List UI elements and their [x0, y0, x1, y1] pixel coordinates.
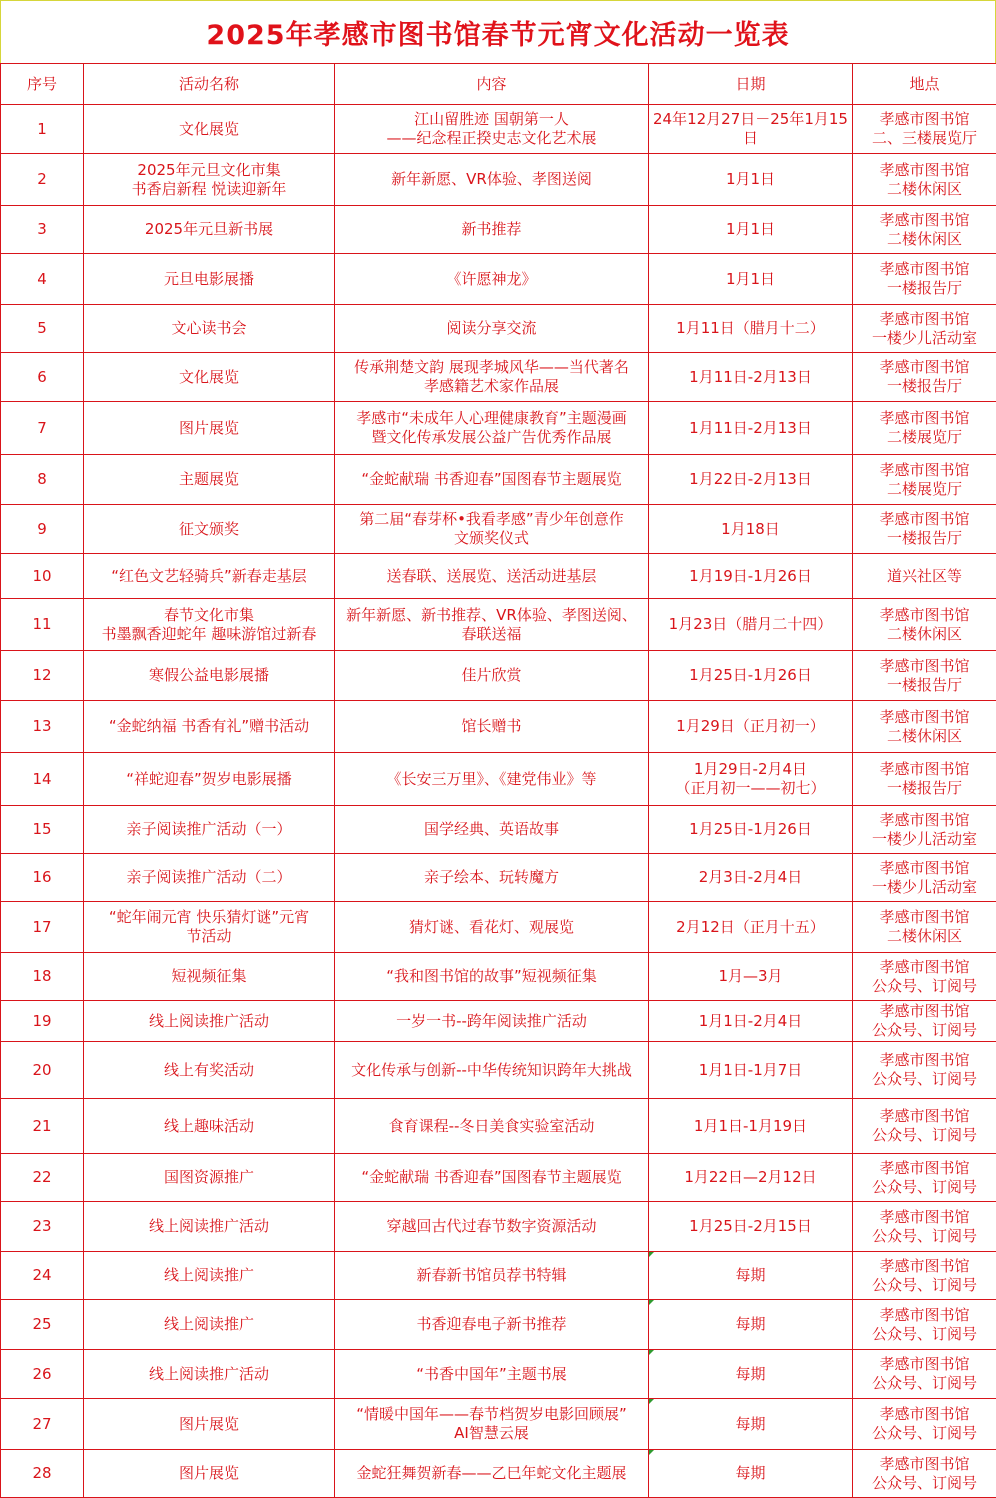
header-content: 内容 — [335, 64, 649, 105]
cell-date: 2月3日-2月4日 — [649, 854, 853, 902]
cell-content: 阅读分享交流 — [335, 305, 649, 353]
cell-activity-name: 线上阅读推广活动 — [84, 1001, 335, 1042]
cell-no: 5 — [1, 305, 84, 353]
cell-activity-name: 线上趣味活动 — [84, 1099, 335, 1154]
cell-activity-name: 文化展览 — [84, 105, 335, 154]
cell-date: 2月12日（正月十五） — [649, 902, 853, 953]
cell-date: 1月1日-1月19日 — [649, 1099, 853, 1154]
cell-place: 孝感市图书馆 二楼休闲区 — [853, 154, 996, 206]
cell-content: 送春联、送展览、送活动进基层 — [335, 554, 649, 599]
cell-no: 8 — [1, 455, 84, 505]
header-row — [1, 64, 996, 105]
cell-content: 传承荆楚文韵 展现孝城风华——当代著名 孝感籍艺术家作品展 — [335, 353, 649, 402]
cell-no: 15 — [1, 806, 84, 854]
cell-date: 1月23日（腊月二十四） — [649, 599, 853, 651]
cell-activity-name: 亲子阅读推广活动（二） — [84, 854, 335, 902]
cell-place: 孝感市图书馆 一楼报告厅 — [853, 353, 996, 402]
cell-content: 新书推荐 — [335, 206, 649, 254]
cell-date: 1月1日 — [649, 206, 853, 254]
table-row — [1, 953, 996, 1001]
cell-place: 孝感市图书馆 公众号、订阅号 — [853, 953, 996, 1001]
cell-content: 一岁一书--跨年阅读推广活动 — [335, 1001, 649, 1042]
table-row — [1, 1300, 996, 1350]
table-row — [1, 455, 996, 505]
cell-activity-name: 春节文化市集 书墨飘香迎蛇年 趣味游馆过新春 — [84, 599, 335, 651]
cell-date: 1月11日-2月13日 — [649, 353, 853, 402]
activity-table — [0, 63, 996, 1498]
table-row — [1, 599, 996, 651]
cell-no: 2 — [1, 154, 84, 206]
cell-date: 1月22日-2月13日 — [649, 455, 853, 505]
cell-place: 孝感市图书馆 一楼少儿活动室 — [853, 806, 996, 854]
cell-activity-name: 寒假公益电影展播 — [84, 651, 335, 701]
cell-place: 孝感市图书馆 二楼休闲区 — [853, 902, 996, 953]
cell-place: 孝感市图书馆 公众号、订阅号 — [853, 1001, 996, 1042]
cell-place: 孝感市图书馆 二、三楼展览厅 — [853, 105, 996, 154]
cell-no: 14 — [1, 753, 84, 806]
table-row — [1, 1154, 996, 1202]
cell-no: 4 — [1, 254, 84, 305]
cell-place: 孝感市图书馆 公众号、订阅号 — [853, 1399, 996, 1450]
cell-date: 每期 — [649, 1252, 853, 1300]
table-row — [1, 206, 996, 254]
cell-place: 孝感市图书馆 二楼展览厅 — [853, 455, 996, 505]
table-row — [1, 651, 996, 701]
cell-place: 孝感市图书馆 一楼报告厅 — [853, 254, 996, 305]
table-row — [1, 554, 996, 599]
cell-activity-name: 亲子阅读推广活动（一） — [84, 806, 335, 854]
sheet-title: 2025年孝感市图书馆春节元宵文化活动一览表 — [0, 0, 996, 63]
cell-no: 23 — [1, 1202, 84, 1252]
cell-content: 亲子绘本、玩转魔方 — [335, 854, 649, 902]
table-row — [1, 1202, 996, 1252]
cell-date: 1月25日-1月26日 — [649, 806, 853, 854]
cell-date: 1月—3月 — [649, 953, 853, 1001]
cell-place: 孝感市图书馆 公众号、订阅号 — [853, 1300, 996, 1350]
cell-place: 孝感市图书馆 二楼休闲区 — [853, 206, 996, 254]
cell-activity-name: “蛇年闹元宵 快乐猜灯谜”元宵 节活动 — [84, 902, 335, 953]
table-row — [1, 105, 996, 154]
cell-activity-name: 短视频征集 — [84, 953, 335, 1001]
cell-content: 新春新书馆员荐书特辑 — [335, 1252, 649, 1300]
cell-no: 13 — [1, 701, 84, 753]
cell-no: 18 — [1, 953, 84, 1001]
cell-place: 孝感市图书馆 公众号、订阅号 — [853, 1099, 996, 1154]
cell-activity-name: “金蛇纳福 书香有礼”赠书活动 — [84, 701, 335, 753]
table-row — [1, 305, 996, 353]
header-date: 日期 — [649, 64, 853, 105]
cell-no: 3 — [1, 206, 84, 254]
cell-no: 1 — [1, 105, 84, 154]
cell-activity-name: 2025年元旦文化市集 书香启新程 悦读迎新年 — [84, 154, 335, 206]
cell-place: 孝感市图书馆 公众号、订阅号 — [853, 1252, 996, 1300]
cell-no: 6 — [1, 353, 84, 402]
cell-activity-name: 线上阅读推广活动 — [84, 1350, 335, 1399]
table-row — [1, 854, 996, 902]
cell-content: 国学经典、英语故事 — [335, 806, 649, 854]
cell-no: 24 — [1, 1252, 84, 1300]
cell-no: 25 — [1, 1300, 84, 1350]
cell-content: 食育课程--冬日美食实验室活动 — [335, 1099, 649, 1154]
cell-place: 孝感市图书馆 一楼报告厅 — [853, 651, 996, 701]
cell-content: 书香迎春电子新书推荐 — [335, 1300, 649, 1350]
cell-content: 佳片欣赏 — [335, 651, 649, 701]
cell-date: 1月18日 — [649, 505, 853, 554]
cell-activity-name: 线上有奖活动 — [84, 1042, 335, 1099]
table-row — [1, 154, 996, 206]
cell-date: 1月11日（腊月十二） — [649, 305, 853, 353]
cell-content: 江山留胜迹 国朝第一人 ——纪念程正揆史志文化艺术展 — [335, 105, 649, 154]
table-row — [1, 1099, 996, 1154]
table-row — [1, 505, 996, 554]
cell-activity-name: “祥蛇迎春”贺岁电影展播 — [84, 753, 335, 806]
cell-no: 17 — [1, 902, 84, 953]
cell-date: 24年12月27日－25年1月15日 — [649, 105, 853, 154]
cell-content: 第二届“春芽杯•我看孝感”青少年创意作 文颁奖仪式 — [335, 505, 649, 554]
cell-activity-name: 文心读书会 — [84, 305, 335, 353]
cell-no: 12 — [1, 651, 84, 701]
table-row — [1, 902, 996, 953]
cell-place: 孝感市图书馆 公众号、订阅号 — [853, 1450, 996, 1498]
cell-place: 孝感市图书馆 二楼展览厅 — [853, 402, 996, 455]
table-row — [1, 254, 996, 305]
cell-activity-name: 主题展览 — [84, 455, 335, 505]
cell-content: “金蛇献瑞 书香迎春”国图春节主题展览 — [335, 455, 649, 505]
cell-date: 1月22日—2月12日 — [649, 1154, 853, 1202]
cell-date: 1月19日-1月26日 — [649, 554, 853, 599]
cell-date: 1月1日-2月4日 — [649, 1001, 853, 1042]
cell-activity-name: 图片展览 — [84, 1450, 335, 1498]
table-row — [1, 1252, 996, 1300]
cell-activity-name: “红色文艺轻骑兵”新春走基层 — [84, 554, 335, 599]
cell-content: 文化传承与创新--中华传统知识跨年大挑战 — [335, 1042, 649, 1099]
cell-no: 27 — [1, 1399, 84, 1450]
cell-place: 孝感市图书馆 公众号、订阅号 — [853, 1202, 996, 1252]
table-row — [1, 701, 996, 753]
cell-activity-name: 国图资源推广 — [84, 1154, 335, 1202]
cell-place: 道兴社区等 — [853, 554, 996, 599]
cell-date: 每期 — [649, 1350, 853, 1399]
cell-date: 1月1日 — [649, 154, 853, 206]
cell-activity-name: 图片展览 — [84, 402, 335, 455]
cell-date: 1月1日 — [649, 254, 853, 305]
cell-content: 馆长赠书 — [335, 701, 649, 753]
cell-content: 《许愿神龙》 — [335, 254, 649, 305]
table-row — [1, 753, 996, 806]
cell-date: 1月25日-2月15日 — [649, 1202, 853, 1252]
cell-content: 穿越回古代过春节数字资源活动 — [335, 1202, 649, 1252]
cell-place: 孝感市图书馆 公众号、订阅号 — [853, 1154, 996, 1202]
cell-date: 1月11日-2月13日 — [649, 402, 853, 455]
header-name: 活动名称 — [84, 64, 335, 105]
cell-date: 每期 — [649, 1450, 853, 1498]
cell-place: 孝感市图书馆 一楼少儿活动室 — [853, 854, 996, 902]
cell-content: 金蛇狂舞贺新春——乙巳年蛇文化主题展 — [335, 1450, 649, 1498]
cell-activity-name: 线上阅读推广 — [84, 1252, 335, 1300]
cell-date: 1月25日-1月26日 — [649, 651, 853, 701]
cell-activity-name: 线上阅读推广 — [84, 1300, 335, 1350]
table-row — [1, 1042, 996, 1099]
cell-content: “我和图书馆的故事”短视频征集 — [335, 953, 649, 1001]
cell-content: “金蛇献瑞 书香迎春”国图春节主题展览 — [335, 1154, 649, 1202]
cell-place: 孝感市图书馆 一楼少儿活动室 — [853, 305, 996, 353]
cell-no: 22 — [1, 1154, 84, 1202]
table-row — [1, 1001, 996, 1042]
cell-place: 孝感市图书馆 一楼报告厅 — [853, 505, 996, 554]
table-row — [1, 1450, 996, 1498]
table-row — [1, 353, 996, 402]
cell-date: 1月29日-2月4日 （正月初一——初七） — [649, 753, 853, 806]
table-row — [1, 806, 996, 854]
cell-place: 孝感市图书馆 公众号、订阅号 — [853, 1350, 996, 1399]
header-place: 地点 — [853, 64, 996, 105]
cell-activity-name: 图片展览 — [84, 1399, 335, 1450]
cell-place: 孝感市图书馆 公众号、订阅号 — [853, 1042, 996, 1099]
cell-no: 11 — [1, 599, 84, 651]
cell-content: 猜灯谜、看花灯、观展览 — [335, 902, 649, 953]
cell-content: 新年新愿、新书推荐、VR体验、孝图送阅、 春联送福 — [335, 599, 649, 651]
cell-activity-name: 元旦电影展播 — [84, 254, 335, 305]
header-no: 序号 — [1, 64, 84, 105]
table-row — [1, 1399, 996, 1450]
cell-place: 孝感市图书馆 二楼休闲区 — [853, 599, 996, 651]
cell-place: 孝感市图书馆 二楼休闲区 — [853, 701, 996, 753]
cell-date: 每期 — [649, 1300, 853, 1350]
cell-no: 16 — [1, 854, 84, 902]
cell-content: 《长安三万里》、《建党伟业》等 — [335, 753, 649, 806]
cell-no: 28 — [1, 1450, 84, 1498]
cell-no: 9 — [1, 505, 84, 554]
cell-content: 孝感市“未成年人心理健康教育”主题漫画 暨文化传承发展公益广告优秀作品展 — [335, 402, 649, 455]
cell-date: 1月29日（正月初一） — [649, 701, 853, 753]
cell-no: 26 — [1, 1350, 84, 1399]
table-row — [1, 1350, 996, 1399]
cell-no: 19 — [1, 1001, 84, 1042]
cell-content: 新年新愿、VR体验、孝图送阅 — [335, 154, 649, 206]
cell-date: 1月1日-1月7日 — [649, 1042, 853, 1099]
cell-content: “书香中国年”主题书展 — [335, 1350, 649, 1399]
cell-activity-name: 2025年元旦新书展 — [84, 206, 335, 254]
cell-date: 每期 — [649, 1399, 853, 1450]
cell-activity-name: 征文颁奖 — [84, 505, 335, 554]
cell-no: 20 — [1, 1042, 84, 1099]
cell-activity-name: 线上阅读推广活动 — [84, 1202, 335, 1252]
cell-no: 7 — [1, 402, 84, 455]
cell-no: 21 — [1, 1099, 84, 1154]
cell-activity-name: 文化展览 — [84, 353, 335, 402]
cell-place: 孝感市图书馆 一楼报告厅 — [853, 753, 996, 806]
table-row — [1, 402, 996, 455]
cell-no: 10 — [1, 554, 84, 599]
cell-content: “情暖中国年——春节档贺岁电影回顾展” AI智慧云展 — [335, 1399, 649, 1450]
